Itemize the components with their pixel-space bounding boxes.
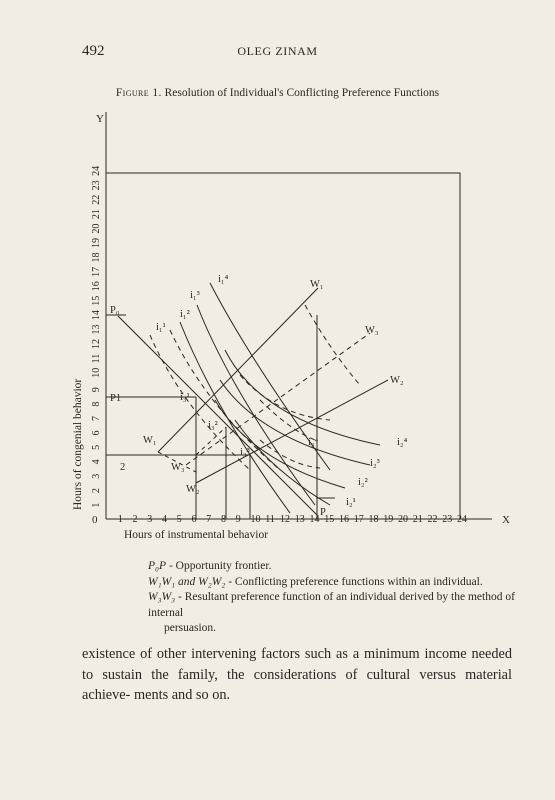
x-tick-label: 6 xyxy=(191,514,197,525)
y-tick-label: 11 xyxy=(91,353,102,364)
y-axis-letter: Y xyxy=(96,113,104,125)
x-axis-letter: X xyxy=(502,514,510,526)
x-tick-label: 13 xyxy=(294,514,305,525)
origin-label: 0 xyxy=(92,514,98,526)
y-tick-label: 18 xyxy=(91,252,102,263)
legend-row xyxy=(148,575,548,591)
label-i21: i₂¹ xyxy=(346,497,356,508)
body-paragraph: existence of other intervening factors such as a minimum income needed to sustain the family, the considerations of cultural versus material achieve- ments and so on. xyxy=(82,646,512,703)
y-tick-label: 9 xyxy=(91,387,102,393)
label-i11: i₁¹ xyxy=(156,322,166,333)
x-tick-label: 19 xyxy=(383,514,394,525)
x-tick-label: 15 xyxy=(324,514,335,525)
x-tick-label: 7 xyxy=(206,514,212,525)
x-tick-label: 3 xyxy=(147,514,153,525)
y-tick-label: 3 xyxy=(91,473,102,479)
y-tick-label: 15 xyxy=(91,295,102,306)
x-tick-label: 23 xyxy=(442,514,453,525)
x-tick-label: 8 xyxy=(221,514,226,525)
legend-row xyxy=(148,590,548,621)
legend-symbol: P₀P xyxy=(148,560,167,572)
author-head: OLEG ZINAM xyxy=(237,44,318,58)
y-tick-label: 4 xyxy=(91,459,102,465)
x-tick-label: 10 xyxy=(250,514,261,525)
label-i12: i₁² xyxy=(180,309,190,320)
x-tick-label: 16 xyxy=(339,514,349,525)
label-p: P xyxy=(320,507,326,518)
y-tick-label: 7 xyxy=(91,416,102,422)
y-tick-label: 13 xyxy=(91,324,102,335)
y-tick-label: 12 xyxy=(91,338,102,349)
x-tick-label: 9 xyxy=(235,514,241,525)
label-w2-right: W₂ xyxy=(390,375,404,386)
label-w2-low: W₂ xyxy=(186,484,200,495)
x-tick-label: 11 xyxy=(265,514,275,525)
label-i24: i₂⁴ xyxy=(397,437,408,448)
y-tick-label: 10 xyxy=(91,367,102,378)
y-tick-label: 22 xyxy=(91,194,102,205)
legend-text: - Resultant preference function of an individual derived by the method of internal xyxy=(148,591,515,619)
y-tick-labels xyxy=(91,166,102,508)
label-i32: i₃² xyxy=(208,420,218,431)
x-tick-label: 14 xyxy=(309,514,320,525)
label-w1-low: W₁ xyxy=(143,435,157,446)
label-i14: i₁⁴ xyxy=(218,274,229,285)
x-tick-label: 21 xyxy=(412,514,423,525)
label-i33: i₃³ xyxy=(240,447,250,458)
figure-title: Resolution of Individual's Conflicting Preference Functions xyxy=(164,87,440,99)
x-tick-label: 4 xyxy=(162,514,167,525)
legend-symbol: W₁W₁ and W₂W₂ xyxy=(148,575,226,588)
x-tick-label: 5 xyxy=(176,514,182,525)
label-p1: P1 xyxy=(110,393,122,404)
legend-continuation: persuasion. xyxy=(164,622,217,634)
label-i13: i₁³ xyxy=(190,290,200,301)
x-tick-label: 2 xyxy=(132,514,138,525)
y-tick-label: 1 xyxy=(91,502,102,508)
y-tick-label: 23 xyxy=(91,180,102,191)
label-w3-top: W₃ xyxy=(365,325,379,336)
label-i23: i₂³ xyxy=(370,458,380,469)
label-i34: i₃⁴ xyxy=(308,437,319,448)
w3-line xyxy=(186,333,370,465)
label-p0: P₀ xyxy=(110,305,120,316)
x-tick-label: 22 xyxy=(427,514,438,525)
y-tick-label: 19 xyxy=(91,238,102,249)
legend-text: - Opportunity frontier. xyxy=(166,560,272,572)
y-axis-title: Hours of congenial behavior xyxy=(72,378,84,510)
x-tick-label: 1 xyxy=(117,514,123,525)
legend-row xyxy=(148,559,548,575)
x-tick-label: 12 xyxy=(280,514,290,525)
y-tick-label: 20 xyxy=(91,223,102,234)
page-number: 492 xyxy=(82,43,105,59)
figure-label: Figure 1. xyxy=(115,87,162,99)
x-tick-label: 20 xyxy=(398,514,408,525)
y-tick-label: 2 xyxy=(91,488,102,494)
x-axis-title: Hours of instrumental behavior xyxy=(124,529,269,541)
y-tick-label: 17 xyxy=(91,266,102,277)
y-tick-label: 5 xyxy=(91,444,102,450)
label-i22: i₂² xyxy=(358,477,368,488)
y-tick-label: 16 xyxy=(91,281,102,292)
y-tick-label: 6 xyxy=(91,430,102,436)
legend-text: - Conflicting preference functions within an individual. xyxy=(225,575,483,588)
frame xyxy=(106,173,460,519)
label-w1-top: W₁ xyxy=(310,279,324,290)
opportunity-frontier xyxy=(118,316,317,515)
y-tick-label: 24 xyxy=(91,165,102,176)
label-p2: 2 xyxy=(120,462,126,473)
x-tick-label: 24 xyxy=(457,514,467,525)
y-tick-label: 8 xyxy=(91,401,102,407)
figure-legend xyxy=(148,559,548,637)
x-tick-label: 18 xyxy=(368,514,379,525)
y-tick-label: 14 xyxy=(91,310,102,321)
label-i31: i₃¹ xyxy=(180,392,190,403)
y-tick-label: 21 xyxy=(91,209,102,220)
x-tick-label: 17 xyxy=(353,514,364,525)
label-w3-low: W₃ xyxy=(171,462,185,473)
legend-symbol: W₃W₃ xyxy=(148,591,176,603)
